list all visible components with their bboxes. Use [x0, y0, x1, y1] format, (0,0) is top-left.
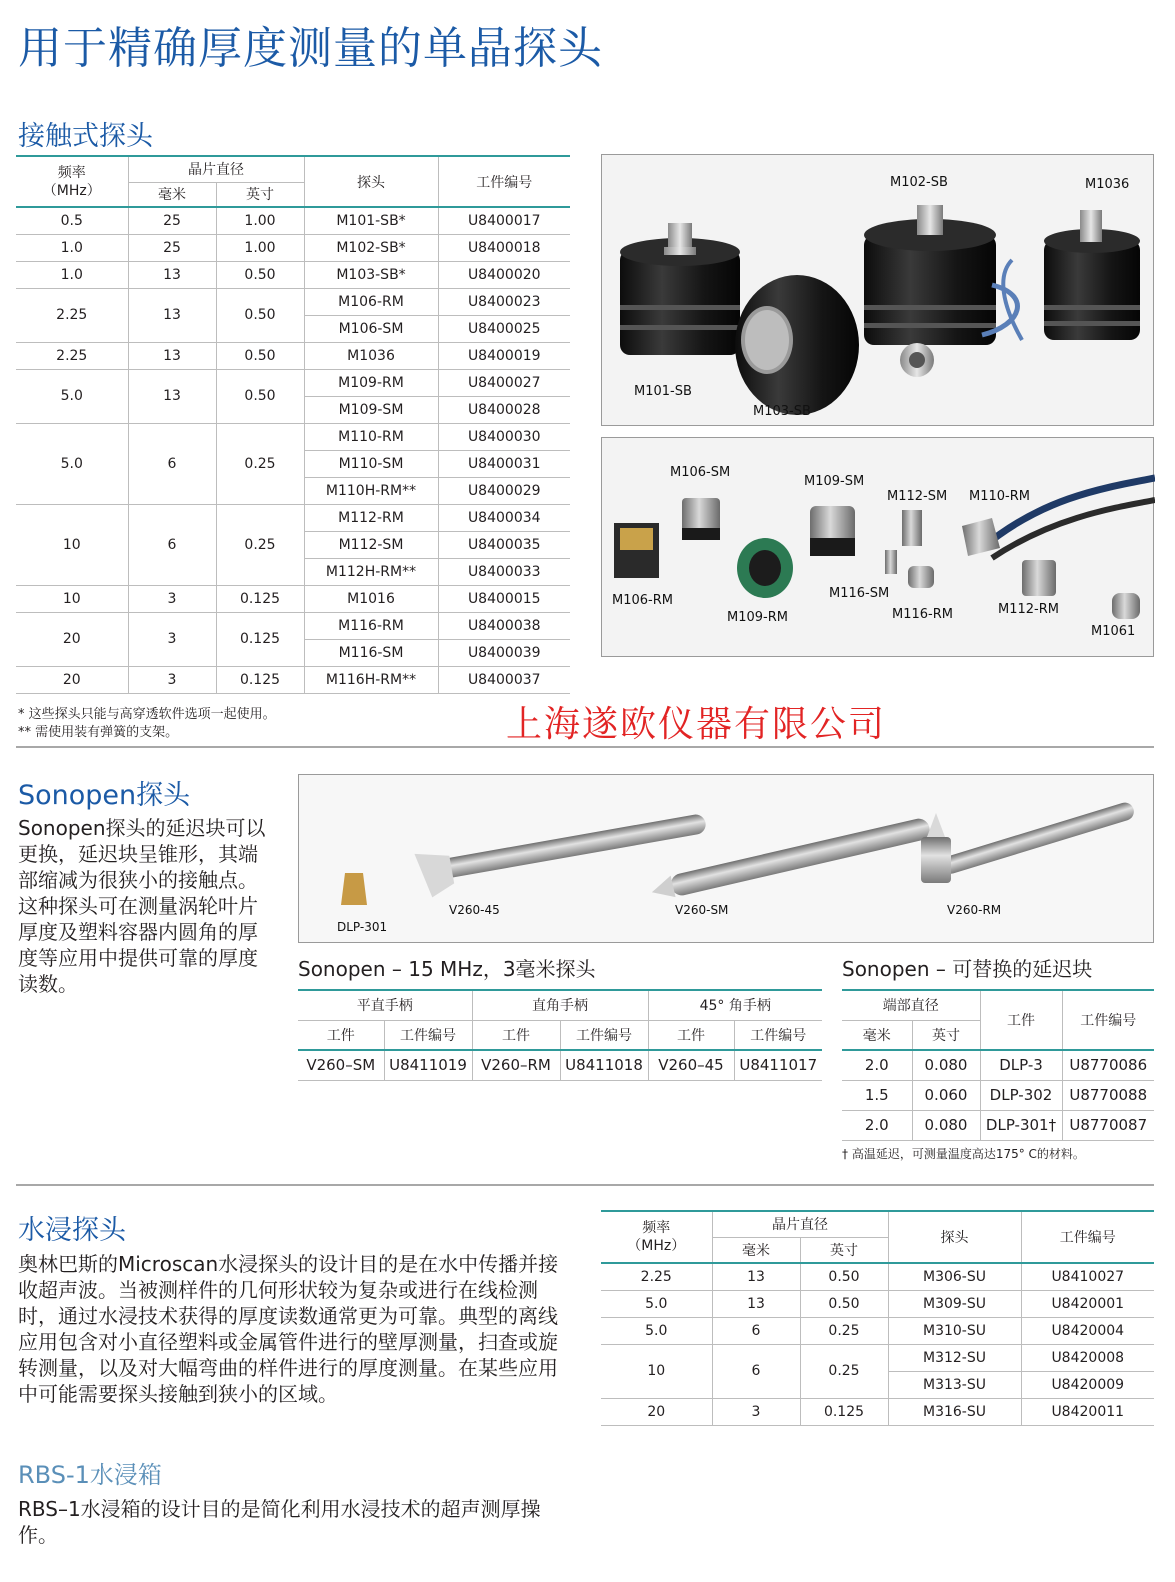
table-row — [842, 1110, 1154, 1140]
part-cell: U8400017 — [438, 207, 570, 234]
mm-cell: 13 — [128, 342, 216, 369]
col-part-no: 工件编号 — [384, 1020, 472, 1050]
table-row — [16, 288, 570, 315]
part-cell: U8400025 — [438, 315, 570, 342]
mm-cell: 6 — [128, 504, 216, 585]
probe-cell: M313-SU — [888, 1371, 1021, 1398]
straight-handle-header: 平直手柄 — [298, 990, 472, 1020]
freq-cell: 5.0 — [601, 1317, 712, 1344]
probe-cell: M106-RM — [304, 288, 438, 315]
probe-cell: M109-RM — [304, 369, 438, 396]
probe-cell: M1016 — [304, 585, 438, 612]
part-cell: U8400031 — [438, 450, 570, 477]
label-m116-sm: M116-SM — [829, 586, 890, 601]
mm-cell: 3 — [128, 585, 216, 612]
probe-cell: M112-SM — [304, 531, 438, 558]
inch-cell: 0.125 — [800, 1398, 888, 1425]
sonopen-probe-table — [298, 989, 822, 1081]
mm-cell: 3 — [128, 666, 216, 693]
cell: DLP-3 — [980, 1050, 1062, 1080]
label-m110-rm: M110-RM — [969, 489, 1030, 504]
part-header: 工件 — [980, 990, 1062, 1050]
part-cell: U8400019 — [438, 342, 570, 369]
part-cell: U8400037 — [438, 666, 570, 693]
45-degree-handle-header: 45° 角手柄 — [648, 990, 822, 1020]
part-cell: U8400028 — [438, 396, 570, 423]
inch-cell: 0.125 — [216, 585, 304, 612]
probe-cell: M109-SM — [304, 396, 438, 423]
probe-cell: M103-SB* — [304, 261, 438, 288]
page-title: 用于精确厚度测量的单晶探头 — [18, 23, 603, 74]
probe-cell: M102-SB* — [304, 234, 438, 261]
mm-cell: 25 — [128, 207, 216, 234]
cell: U8770086 — [1062, 1050, 1154, 1080]
probe-cell: M309-SU — [888, 1290, 1021, 1317]
section-divider-2 — [16, 1184, 1154, 1186]
mm-cell: 13 — [128, 261, 216, 288]
table-row — [16, 585, 570, 612]
table-row — [842, 1050, 1154, 1080]
inch-cell: 0.125 — [216, 666, 304, 693]
label-m112-sm: M112-SM — [887, 489, 948, 504]
probe-cell: M110-SM — [304, 450, 438, 477]
immersion-description: 奥林巴斯的Microscan水浸探头的设计目的是在水中传播并接收超声波。当被测样件的几何形状较为复杂或进行在线检测时，通过水浸技术获得的厚度读数通常更为可靠。典型的离线应用包含对小直径塑料或金属管件进行的壁厚测量，扫查或旋转测量，以及对大幅弯曲的样件进行的厚度测量。在某些应用中可能需要探头接触到狭小的区域。 — [18, 1252, 559, 1406]
part-cell: U8400023 — [438, 288, 570, 315]
cell: V260–45 — [648, 1050, 734, 1080]
table-row — [16, 207, 570, 234]
table-row — [601, 1344, 1154, 1371]
mm-cell: 3 — [712, 1398, 800, 1425]
freq-cell: 5.0 — [601, 1290, 712, 1317]
probe-header: 探头 — [888, 1211, 1021, 1263]
section-divider-1 — [16, 746, 1154, 748]
part-cell: U8400033 — [438, 558, 570, 585]
cell: 2.0 — [842, 1050, 912, 1080]
inch-cell: 0.50 — [216, 261, 304, 288]
inch-cell: 0.25 — [800, 1317, 888, 1344]
col-part: 工件 — [648, 1020, 734, 1050]
probe-cell: M110-RM — [304, 423, 438, 450]
probe-cell: M116-RM — [304, 612, 438, 639]
cell: V260–SM — [298, 1050, 384, 1080]
inch-header: 英寸 — [216, 182, 304, 207]
cell: 1.5 — [842, 1080, 912, 1110]
rbs-heading: RBS-1水浸箱 — [18, 1461, 162, 1489]
part-cell: U8420004 — [1021, 1317, 1154, 1344]
freq-cell: 2.25 — [16, 288, 128, 342]
label-dlp-301: DLP-301 — [337, 920, 388, 934]
large-probes-photo — [601, 154, 1154, 426]
label-v260-rm: V260-RM — [947, 903, 1002, 917]
table-row — [16, 504, 570, 531]
probe-cell: M112-RM — [304, 504, 438, 531]
delay-line-table-title: Sonopen – 可替换的延迟块 — [842, 957, 1093, 981]
sonopen-illustration — [299, 775, 1155, 944]
probe-cell: M101-SB* — [304, 207, 438, 234]
mm-cell: 25 — [128, 234, 216, 261]
label-m102-sb: M102-SB — [890, 175, 948, 190]
probe-header: 探头 — [304, 156, 438, 207]
mm-cell: 6 — [128, 423, 216, 504]
probe-cell: M106-SM — [304, 315, 438, 342]
col-part: 工件 — [298, 1020, 384, 1050]
label-m106-rm: M106-RM — [612, 593, 673, 608]
label-m109-rm: M109-RM — [727, 610, 788, 625]
col-part-no: 工件编号 — [734, 1020, 822, 1050]
table-row — [16, 234, 570, 261]
col-part: 工件 — [472, 1020, 560, 1050]
inch-cell: 0.50 — [216, 288, 304, 342]
contact-table-body — [16, 207, 570, 693]
probe-cell: M1036 — [304, 342, 438, 369]
mm-cell: 6 — [712, 1317, 800, 1344]
immersion-table-body — [601, 1263, 1154, 1425]
freq-cell: 1.0 — [16, 261, 128, 288]
probe-cell: M112H-RM** — [304, 558, 438, 585]
mm-cell: 6 — [712, 1344, 800, 1398]
part-header: 工件编号 — [1021, 1211, 1154, 1263]
part-no-header: 工件编号 — [1062, 990, 1154, 1050]
table-row — [16, 666, 570, 693]
label-m109-sm: M109-SM — [804, 474, 865, 489]
label-m112-rm: M112-RM — [998, 602, 1059, 617]
part-cell: U8420011 — [1021, 1398, 1154, 1425]
inch-header: 英寸 — [800, 1237, 888, 1263]
inch-cell: 0.50 — [800, 1290, 888, 1317]
table-row — [601, 1317, 1154, 1344]
cell: DLP-301† — [980, 1110, 1062, 1140]
company-stamp: 上海遂欧仪器有限公司 — [506, 704, 887, 745]
label-v260-sm: V260-SM — [675, 903, 729, 917]
table-row — [601, 1398, 1154, 1425]
right-angle-handle-header: 直角手柄 — [472, 990, 648, 1020]
inch-cell: 0.125 — [216, 612, 304, 666]
small-probes-photo — [601, 437, 1154, 657]
part-cell: U8420008 — [1021, 1344, 1154, 1371]
label-m116-rm: M116-RM — [892, 607, 953, 622]
probe-cell: M116H-RM** — [304, 666, 438, 693]
sonopen-description: Sonopen探头的延迟块可以更换，延迟块呈锥形，其端部缩减为很狭小的接触点。这种探头可在测量涡轮叶片厚度及塑料容器内圆角的厚度等应用中提供可靠的厚度读数。 — [18, 816, 266, 996]
probe-cell: M306-SU — [888, 1263, 1021, 1290]
mm-cell: 13 — [128, 369, 216, 423]
freq-cell: 20 — [16, 666, 128, 693]
inch-cell: 0.50 — [216, 342, 304, 369]
freq-cell: 5.0 — [16, 423, 128, 504]
table-row — [16, 612, 570, 639]
part-cell: U8400038 — [438, 612, 570, 639]
inch-cell: 0.25 — [216, 504, 304, 585]
inch-cell: 0.25 — [216, 423, 304, 504]
freq-cell: 0.5 — [16, 207, 128, 234]
inch-cell: 0.25 — [800, 1344, 888, 1398]
probe-cell: M310-SU — [888, 1317, 1021, 1344]
probe-cell: M316-SU — [888, 1398, 1021, 1425]
delay-line-table — [842, 989, 1154, 1141]
part-cell: U8400027 — [438, 369, 570, 396]
table-row — [16, 342, 570, 369]
immersion-heading: 水浸探头 — [18, 1215, 126, 1246]
part-cell: U8400035 — [438, 531, 570, 558]
sonopen-probe-table-title: Sonopen – 15 MHz，3毫米探头 — [298, 957, 596, 981]
mm-header: 毫米 — [842, 1020, 912, 1050]
cell: 0.060 — [912, 1080, 980, 1110]
part-cell: U8400020 — [438, 261, 570, 288]
mm-header: 毫米 — [128, 182, 216, 207]
immersion-probe-table — [601, 1210, 1154, 1426]
cell: 0.080 — [912, 1050, 980, 1080]
freq-header: 频率 （MHz） — [601, 1211, 712, 1263]
diameter-header: 晶片直径 — [712, 1211, 888, 1237]
part-cell: U8400018 — [438, 234, 570, 261]
label-m106-sm: M106-SM — [670, 465, 731, 480]
sonopen-heading: Sonopen探头 — [18, 780, 191, 811]
table-row — [16, 369, 570, 396]
table-row — [601, 1290, 1154, 1317]
inch-header: 英寸 — [912, 1020, 980, 1050]
freq-cell: 5.0 — [16, 369, 128, 423]
cell: U8411018 — [560, 1050, 648, 1080]
delay-table-body — [842, 1050, 1154, 1140]
diameter-header: 晶片直径 — [128, 156, 304, 182]
cell: V260–RM — [472, 1050, 560, 1080]
freq-cell: 10 — [16, 585, 128, 612]
freq-cell: 20 — [16, 612, 128, 666]
cell: U8770088 — [1062, 1080, 1154, 1110]
sonopen-photo — [298, 774, 1154, 943]
table-row — [601, 1263, 1154, 1290]
part-cell: U8400039 — [438, 639, 570, 666]
part-cell: U8410027 — [1021, 1263, 1154, 1290]
freq-header: 频率 （MHz） — [16, 156, 128, 207]
cell: U8770087 — [1062, 1110, 1154, 1140]
freq-cell: 2.25 — [16, 342, 128, 369]
inch-cell: 0.50 — [216, 369, 304, 423]
mm-header: 毫米 — [712, 1237, 800, 1263]
label-m101-sb: M101-SB — [634, 384, 692, 399]
part-header: 工件编号 — [438, 156, 570, 207]
inch-cell: 1.00 — [216, 207, 304, 234]
part-cell: U8400034 — [438, 504, 570, 531]
rbs-description: RBS–1水浸箱的设计目的是简化利用水浸技术的超声测厚操作。 — [18, 1497, 541, 1547]
freq-cell: 1.0 — [16, 234, 128, 261]
table-row — [16, 261, 570, 288]
cell: 0.080 — [912, 1110, 980, 1140]
cell: U8411017 — [734, 1050, 822, 1080]
footnote-1: * 这些探头只能与高穿透软件选项一起使用。 — [18, 707, 276, 722]
label-m1036: M1036 — [1085, 177, 1130, 192]
freq-cell: 20 — [601, 1398, 712, 1425]
label-m1061: M1061 — [1091, 624, 1136, 639]
freq-cell: 10 — [16, 504, 128, 585]
table-row — [842, 1080, 1154, 1110]
part-cell: U8420009 — [1021, 1371, 1154, 1398]
part-cell: U8420001 — [1021, 1290, 1154, 1317]
col-part-no: 工件编号 — [560, 1020, 648, 1050]
mm-cell: 13 — [712, 1263, 800, 1290]
mm-cell: 13 — [128, 288, 216, 342]
mm-cell: 13 — [712, 1290, 800, 1317]
inch-cell: 0.50 — [800, 1263, 888, 1290]
mm-cell: 3 — [128, 612, 216, 666]
cell: 2.0 — [842, 1110, 912, 1140]
freq-cell: 2.25 — [601, 1263, 712, 1290]
cell: U8411019 — [384, 1050, 472, 1080]
label-m103-sb: M103-SB — [753, 404, 811, 419]
inch-cell: 1.00 — [216, 234, 304, 261]
freq-cell: 10 — [601, 1344, 712, 1398]
probe-cell: M116-SM — [304, 639, 438, 666]
part-cell: U8400029 — [438, 477, 570, 504]
delay-footnote: † 高温延迟，可测量温度高达175° C的材料。 — [842, 1147, 1085, 1161]
label-v260-45: V260-45 — [449, 903, 500, 917]
cell: DLP-302 — [980, 1080, 1062, 1110]
table-row — [16, 423, 570, 450]
part-cell: U8400015 — [438, 585, 570, 612]
probe-cell: M312-SU — [888, 1344, 1021, 1371]
footnote-2: ** 需使用装有弹簧的支架。 — [18, 725, 179, 740]
contact-probe-table — [16, 155, 570, 694]
contact-heading: 接触式探头 — [18, 121, 153, 152]
tip-diameter-header: 端部直径 — [842, 990, 980, 1020]
probe-cell: M110H-RM** — [304, 477, 438, 504]
part-cell: U8400030 — [438, 423, 570, 450]
